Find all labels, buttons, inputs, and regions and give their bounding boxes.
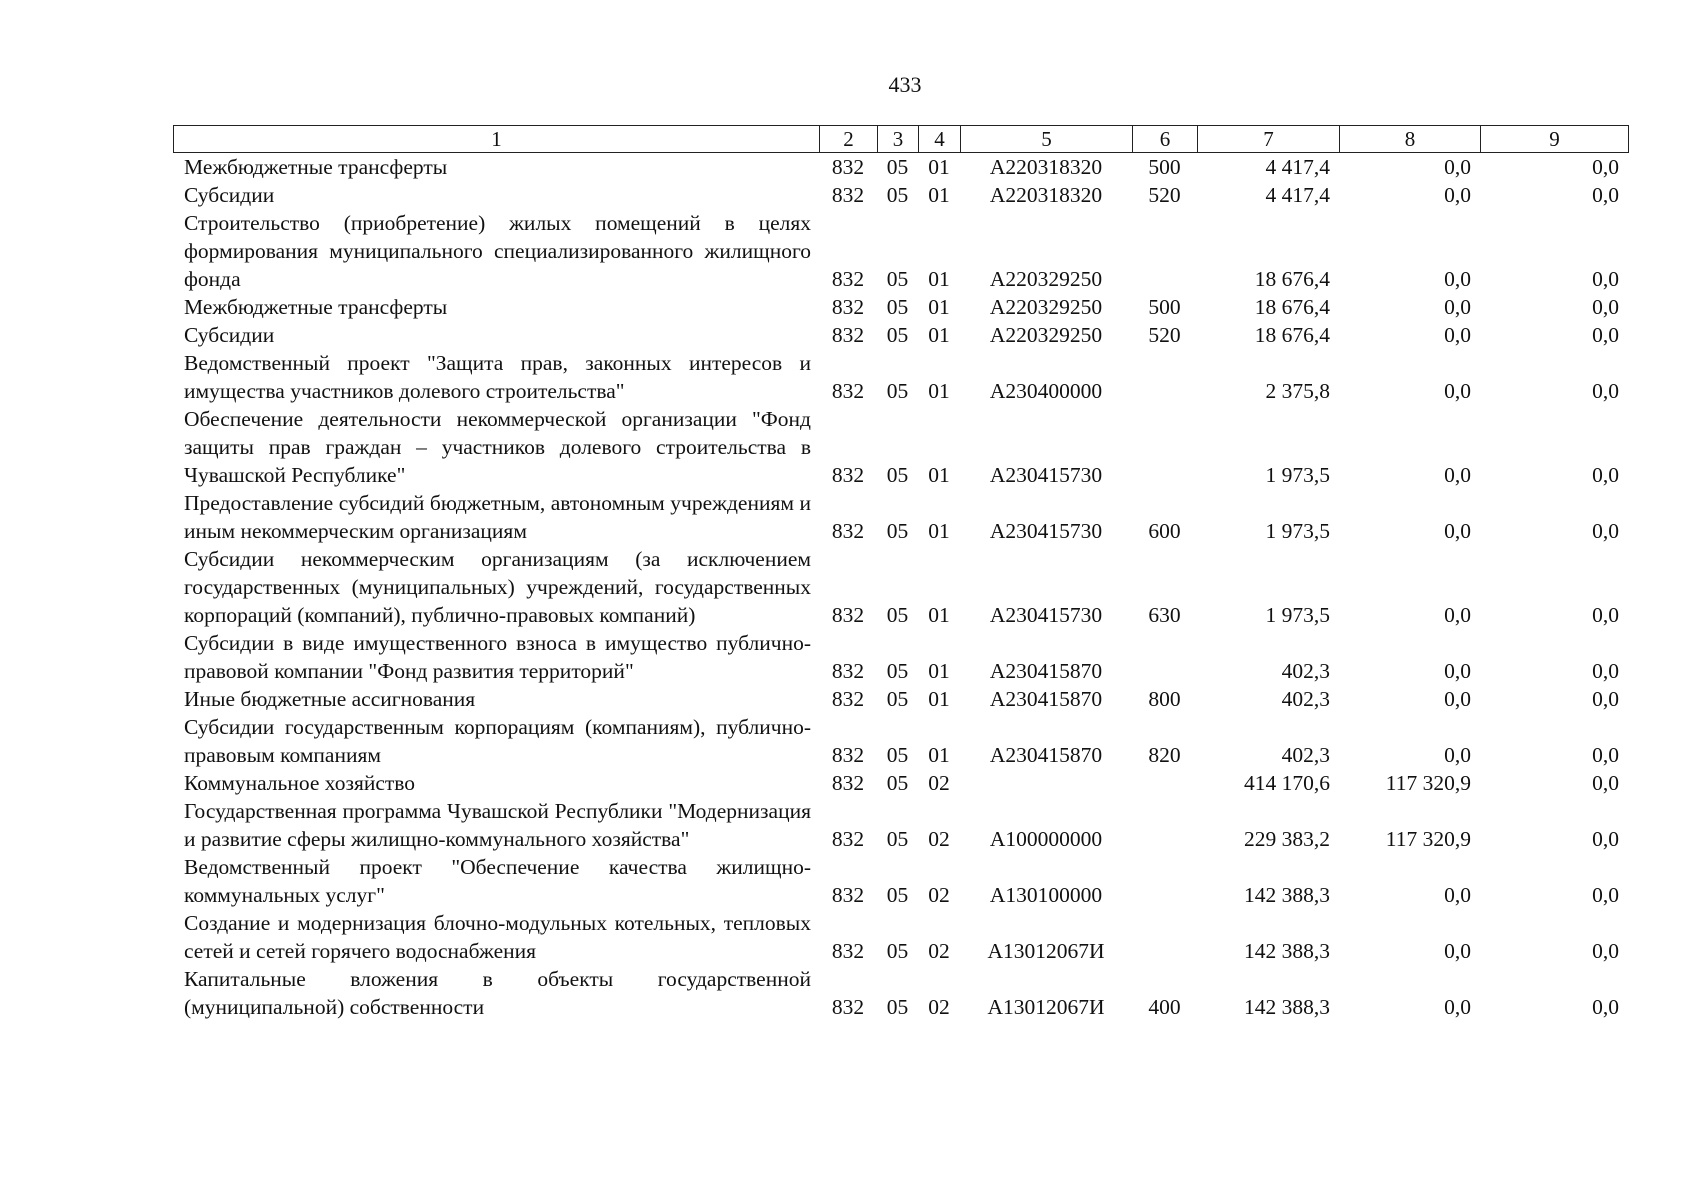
row-vr xyxy=(1132,629,1197,685)
row-sum-2: 117 320,9 xyxy=(1385,771,1471,795)
row-csr: А100000000 xyxy=(989,827,1103,851)
row-pr: 01 xyxy=(928,463,950,487)
row-ved: 832 xyxy=(831,323,865,347)
table-row xyxy=(173,629,1628,685)
row-ved: 832 xyxy=(831,463,865,487)
table-row xyxy=(173,769,1628,797)
row-sum-1: 1 973,5 xyxy=(1265,463,1330,487)
row-vr xyxy=(1132,769,1197,797)
row-sum-3: 0,0 xyxy=(1592,379,1619,403)
row-ved: 832 xyxy=(831,603,865,627)
row-pr: 01 xyxy=(928,743,950,767)
row-ved: 832 xyxy=(831,295,865,319)
row-csr: А220329250 xyxy=(989,323,1103,347)
row-vr xyxy=(1132,209,1197,293)
table-row xyxy=(173,545,1628,629)
row-sum-2: 0,0 xyxy=(1444,323,1471,347)
row-name: Субсидии государственным корпорациям (компаниям), публично-правовым компаниям xyxy=(184,715,811,767)
row-ved: 832 xyxy=(831,687,865,711)
row-csr: А230415870 xyxy=(989,659,1103,683)
table-row xyxy=(173,489,1628,545)
row-sum-1: 18 676,4 xyxy=(1254,267,1330,291)
row-rz: 05 xyxy=(886,155,909,179)
row-vr xyxy=(1132,909,1197,965)
row-csr: А230415730 xyxy=(989,519,1103,543)
row-sum-2: 0,0 xyxy=(1444,183,1471,207)
table-row xyxy=(173,797,1628,853)
row-ved: 832 xyxy=(831,939,865,963)
row-pr: 01 xyxy=(928,323,950,347)
row-sum-1: 142 388,3 xyxy=(1244,995,1330,1019)
row-csr: А130100000 xyxy=(989,883,1103,907)
row-name: Капитальные вложения в объекты государственной (муниципальной) собственности xyxy=(184,967,811,1019)
row-rz: 05 xyxy=(886,295,909,319)
header-cell: 3 xyxy=(878,126,919,153)
row-pr: 02 xyxy=(928,995,950,1019)
row-rz: 05 xyxy=(886,827,909,851)
row-ved: 832 xyxy=(831,267,865,291)
row-name: Межбюджетные трансферты xyxy=(184,155,448,179)
row-name: Субсидии xyxy=(184,183,275,207)
row-csr: А230415870 xyxy=(989,743,1103,767)
row-csr xyxy=(960,769,1132,797)
row-sum-3: 0,0 xyxy=(1592,743,1619,767)
row-csr: А230415730 xyxy=(989,463,1103,487)
row-sum-2: 0,0 xyxy=(1444,995,1471,1019)
row-vr xyxy=(1132,349,1197,405)
row-pr: 01 xyxy=(928,379,950,403)
row-sum-3: 0,0 xyxy=(1592,659,1619,683)
row-sum-1: 1 973,5 xyxy=(1265,519,1330,543)
row-name: Ведомственный проект "Обеспечение качества жилищно-коммунальных услуг" xyxy=(184,855,811,907)
row-name: Коммунальное хозяйство xyxy=(184,771,416,795)
row-csr: А230415730 xyxy=(989,603,1103,627)
table-row xyxy=(173,405,1628,489)
row-pr: 01 xyxy=(928,267,950,291)
row-sum-3: 0,0 xyxy=(1592,827,1619,851)
row-sum-1: 18 676,4 xyxy=(1254,323,1330,347)
row-sum-1: 4 417,4 xyxy=(1265,155,1330,179)
table-row xyxy=(173,853,1628,909)
row-vr: 600 xyxy=(1148,519,1181,543)
row-sum-2: 0,0 xyxy=(1444,463,1471,487)
row-rz: 05 xyxy=(886,995,909,1019)
row-ved: 832 xyxy=(831,743,865,767)
header-cell: 4 xyxy=(919,126,961,153)
row-csr: А220329250 xyxy=(989,295,1103,319)
row-csr: А230415870 xyxy=(989,687,1103,711)
row-sum-2: 0,0 xyxy=(1444,743,1471,767)
row-sum-1: 229 383,2 xyxy=(1244,827,1330,851)
table-row xyxy=(173,181,1628,209)
header-cell: 6 xyxy=(1133,126,1198,153)
row-pr: 01 xyxy=(928,659,950,683)
row-sum-3: 0,0 xyxy=(1592,771,1619,795)
row-pr: 01 xyxy=(928,519,950,543)
header-cell: 8 xyxy=(1340,126,1481,153)
row-pr: 02 xyxy=(928,827,950,851)
row-sum-2: 0,0 xyxy=(1444,519,1471,543)
row-sum-1: 1 973,5 xyxy=(1265,603,1330,627)
row-sum-3: 0,0 xyxy=(1592,323,1619,347)
row-pr: 02 xyxy=(928,771,950,795)
row-pr: 01 xyxy=(928,183,950,207)
row-csr: А13012067И xyxy=(987,939,1105,963)
row-rz: 05 xyxy=(886,323,909,347)
row-vr: 520 xyxy=(1148,323,1181,347)
row-sum-1: 142 388,3 xyxy=(1244,939,1330,963)
row-rz: 05 xyxy=(886,883,909,907)
row-sum-2: 0,0 xyxy=(1444,603,1471,627)
row-sum-3: 0,0 xyxy=(1592,883,1619,907)
row-pr: 02 xyxy=(928,883,950,907)
row-sum-2: 0,0 xyxy=(1444,687,1471,711)
row-sum-3: 0,0 xyxy=(1592,295,1619,319)
table-row xyxy=(173,349,1628,405)
row-ved: 832 xyxy=(831,519,865,543)
table-body xyxy=(173,153,1628,1021)
row-rz: 05 xyxy=(886,771,909,795)
row-sum-2: 117 320,9 xyxy=(1385,827,1471,851)
row-rz: 05 xyxy=(886,659,909,683)
row-pr: 01 xyxy=(928,295,950,319)
row-vr: 500 xyxy=(1148,155,1181,179)
row-rz: 05 xyxy=(886,939,909,963)
row-name: Строительство (приобретение) жилых помещений в целях формирования муниципального специализированного жилищного фонда xyxy=(184,211,811,291)
row-name: Субсидии некоммерческим организациям (за исключением государственных (муниципальных) учреждений, государственных корпораций (компаний), публично-правовых компаний) xyxy=(184,547,811,627)
row-vr: 500 xyxy=(1148,295,1181,319)
row-sum-3: 0,0 xyxy=(1592,183,1619,207)
table-row xyxy=(173,909,1628,965)
row-rz: 05 xyxy=(886,463,909,487)
row-name: Создание и модернизация блочно-модульных котельных, тепловых сетей и сетей горячего водоснабжения xyxy=(184,911,811,963)
row-vr: 520 xyxy=(1148,183,1181,207)
row-csr: А220318320 xyxy=(989,183,1103,207)
row-csr: А220329250 xyxy=(989,267,1103,291)
row-sum-3: 0,0 xyxy=(1592,519,1619,543)
row-pr: 01 xyxy=(928,687,950,711)
row-sum-2: 0,0 xyxy=(1444,379,1471,403)
table-row xyxy=(173,209,1628,293)
row-ved: 832 xyxy=(831,827,865,851)
table-row xyxy=(173,685,1628,713)
row-sum-2: 0,0 xyxy=(1444,267,1471,291)
row-csr: А230400000 xyxy=(989,379,1103,403)
row-sum-1: 402,3 xyxy=(1281,687,1330,711)
row-rz: 05 xyxy=(886,603,909,627)
column-number-header xyxy=(173,125,1629,153)
header-cell: 5 xyxy=(961,126,1133,153)
row-name: Субсидии xyxy=(184,323,275,347)
row-ved: 832 xyxy=(831,379,865,403)
budget-table xyxy=(173,125,1628,1021)
row-ved: 832 xyxy=(831,155,865,179)
table-row xyxy=(173,153,1628,181)
row-sum-2: 0,0 xyxy=(1444,883,1471,907)
row-rz: 05 xyxy=(886,267,909,291)
row-vr: 820 xyxy=(1148,743,1181,767)
row-sum-1: 402,3 xyxy=(1281,659,1330,683)
row-vr xyxy=(1132,797,1197,853)
row-name: Государственная программа Чувашской Республики "Модернизация и развитие сферы жилищно-коммунального хозяйства" xyxy=(184,799,811,851)
row-csr: А13012067И xyxy=(987,995,1105,1019)
row-sum-3: 0,0 xyxy=(1592,687,1619,711)
row-sum-2: 0,0 xyxy=(1444,659,1471,683)
row-vr: 630 xyxy=(1148,603,1181,627)
row-vr: 800 xyxy=(1148,687,1181,711)
row-sum-3: 0,0 xyxy=(1592,995,1619,1019)
row-pr: 01 xyxy=(928,603,950,627)
row-sum-1: 18 676,4 xyxy=(1254,295,1330,319)
row-rz: 05 xyxy=(886,183,909,207)
header-cell: 9 xyxy=(1481,126,1629,153)
table-row xyxy=(173,321,1628,349)
row-pr: 02 xyxy=(928,939,950,963)
row-sum-1: 402,3 xyxy=(1281,743,1330,767)
row-name: Субсидии в виде имущественного взноса в имущество публично-правовой компании "Фонд развития территорий" xyxy=(184,631,811,683)
header-cell: 2 xyxy=(820,126,878,153)
row-ved: 832 xyxy=(831,659,865,683)
row-vr xyxy=(1132,853,1197,909)
header-cell: 7 xyxy=(1198,126,1340,153)
row-rz: 05 xyxy=(886,687,909,711)
header-row xyxy=(174,126,1629,153)
row-ved: 832 xyxy=(831,995,865,1019)
row-sum-2: 0,0 xyxy=(1444,295,1471,319)
row-rz: 05 xyxy=(886,519,909,543)
row-vr: 400 xyxy=(1148,995,1181,1019)
table-row xyxy=(173,965,1628,1021)
row-name: Обеспечение деятельности некоммерческой организации "Фонд защиты прав граждан – участников долевого строительства в Чувашской Республике" xyxy=(184,407,811,487)
table-row xyxy=(173,713,1628,769)
row-ved: 832 xyxy=(831,183,865,207)
row-name: Предоставление субсидий бюджетным, автономным учреждениям и иным некоммерческим организациям xyxy=(184,491,811,543)
row-pr: 01 xyxy=(928,155,950,179)
row-sum-3: 0,0 xyxy=(1592,155,1619,179)
row-sum-3: 0,0 xyxy=(1592,463,1619,487)
row-sum-1: 4 417,4 xyxy=(1265,183,1330,207)
row-sum-3: 0,0 xyxy=(1592,939,1619,963)
row-vr xyxy=(1132,405,1197,489)
row-sum-2: 0,0 xyxy=(1444,155,1471,179)
header-cell: 1 xyxy=(174,126,820,153)
row-ved: 832 xyxy=(831,771,865,795)
row-csr: А220318320 xyxy=(989,155,1103,179)
row-sum-1: 142 388,3 xyxy=(1244,883,1330,907)
page-number: 433 xyxy=(888,72,922,97)
table-row xyxy=(173,293,1628,321)
row-sum-1: 414 170,6 xyxy=(1244,771,1330,795)
row-name: Иные бюджетные ассигнования xyxy=(184,687,476,711)
row-sum-2: 0,0 xyxy=(1444,939,1471,963)
row-rz: 05 xyxy=(886,379,909,403)
row-sum-3: 0,0 xyxy=(1592,267,1619,291)
row-rz: 05 xyxy=(886,743,909,767)
row-sum-3: 0,0 xyxy=(1592,603,1619,627)
row-name: Межбюджетные трансферты xyxy=(184,295,448,319)
row-ved: 832 xyxy=(831,883,865,907)
row-sum-1: 2 375,8 xyxy=(1265,379,1330,403)
row-name: Ведомственный проект "Защита прав, законных интересов и имущества участников долевого строительства" xyxy=(184,351,811,403)
